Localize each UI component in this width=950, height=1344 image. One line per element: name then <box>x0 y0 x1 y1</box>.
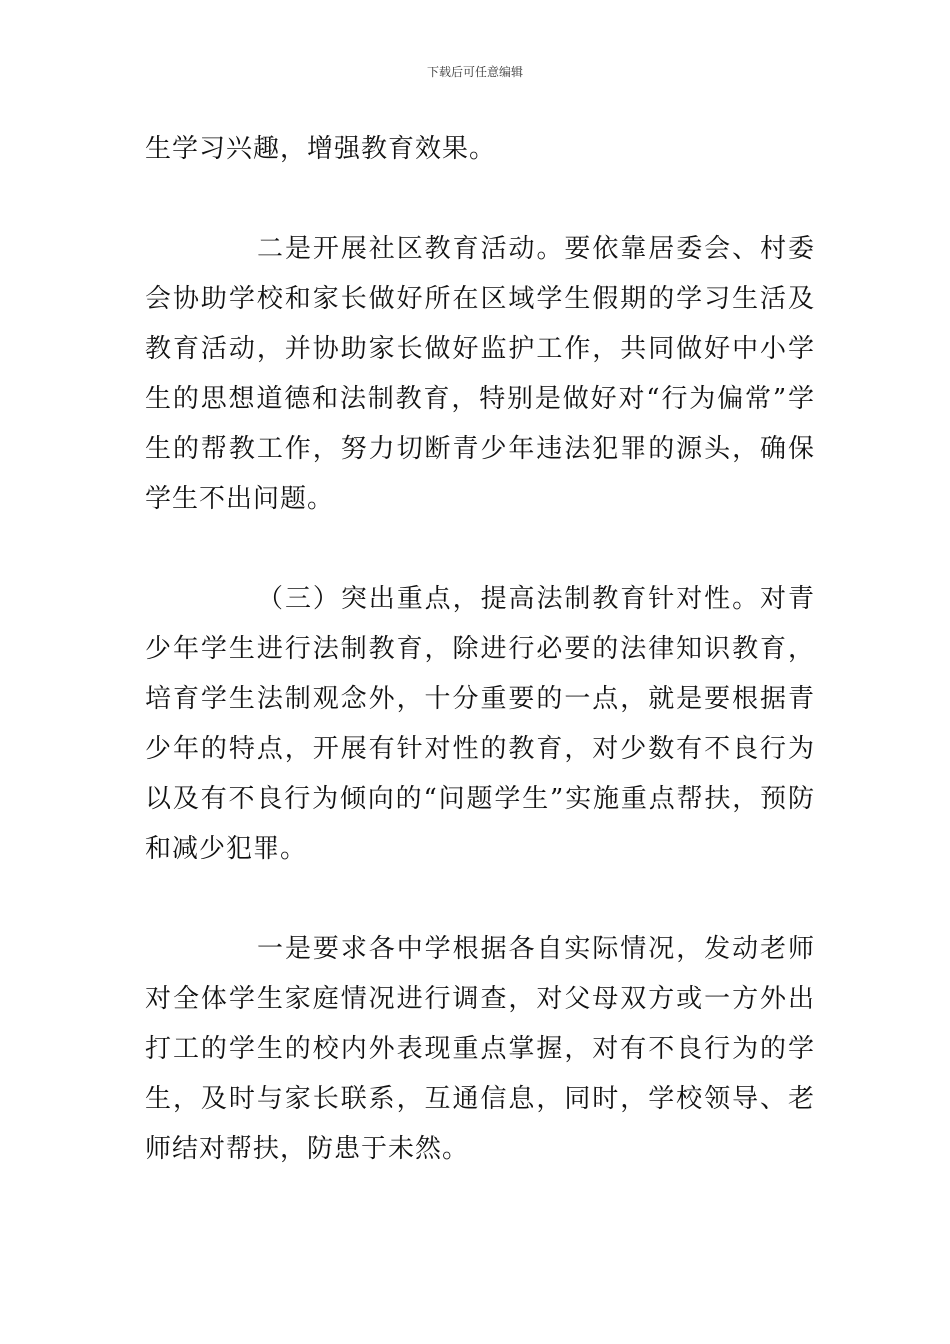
page-header: 下载后可任意编辑 <box>426 65 523 79</box>
paragraph-section-three: （三）突出重点，提高法制教育针对性。对青少年学生进行法制教育，除进行必要的法律知识教育，培育学生法制观念外，十分重要的一点，就是要根据青少年的特点，开展有针对性的教育，对少数有不良行为以及有不良行为倾向的“问题学生”实施重点帮扶，预防和减少犯罪。 <box>145 584 815 864</box>
document-body <box>145 124 815 1224</box>
paragraph-continuation: 生学习兴趣，增强教育效果。 <box>145 134 497 164</box>
paragraph-school-investigation: 一是要求各中学根据各自实际情况，发动老师对全体学生家庭情况进行调查，对父母双方或一方外出打工的学生的校内外表现重点掌握，对有不良行为的学生，及时与家长联系，互通信息，同时，学校领导、老师结对帮扶，防患于未然。 <box>145 934 815 1164</box>
paragraph-community-education: 二是开展社区教育活动。要依靠居委会、村委会协助学校和家长做好所在区域学生假期的学习生活及教育活动，并协助家长做好监护工作，共同做好中小学生的思想道德和法制教育，特别是做好对“行为偏常”学生的帮教工作，努力切断青少年违法犯罪的源头，确保学生不出问题。 <box>145 234 815 514</box>
